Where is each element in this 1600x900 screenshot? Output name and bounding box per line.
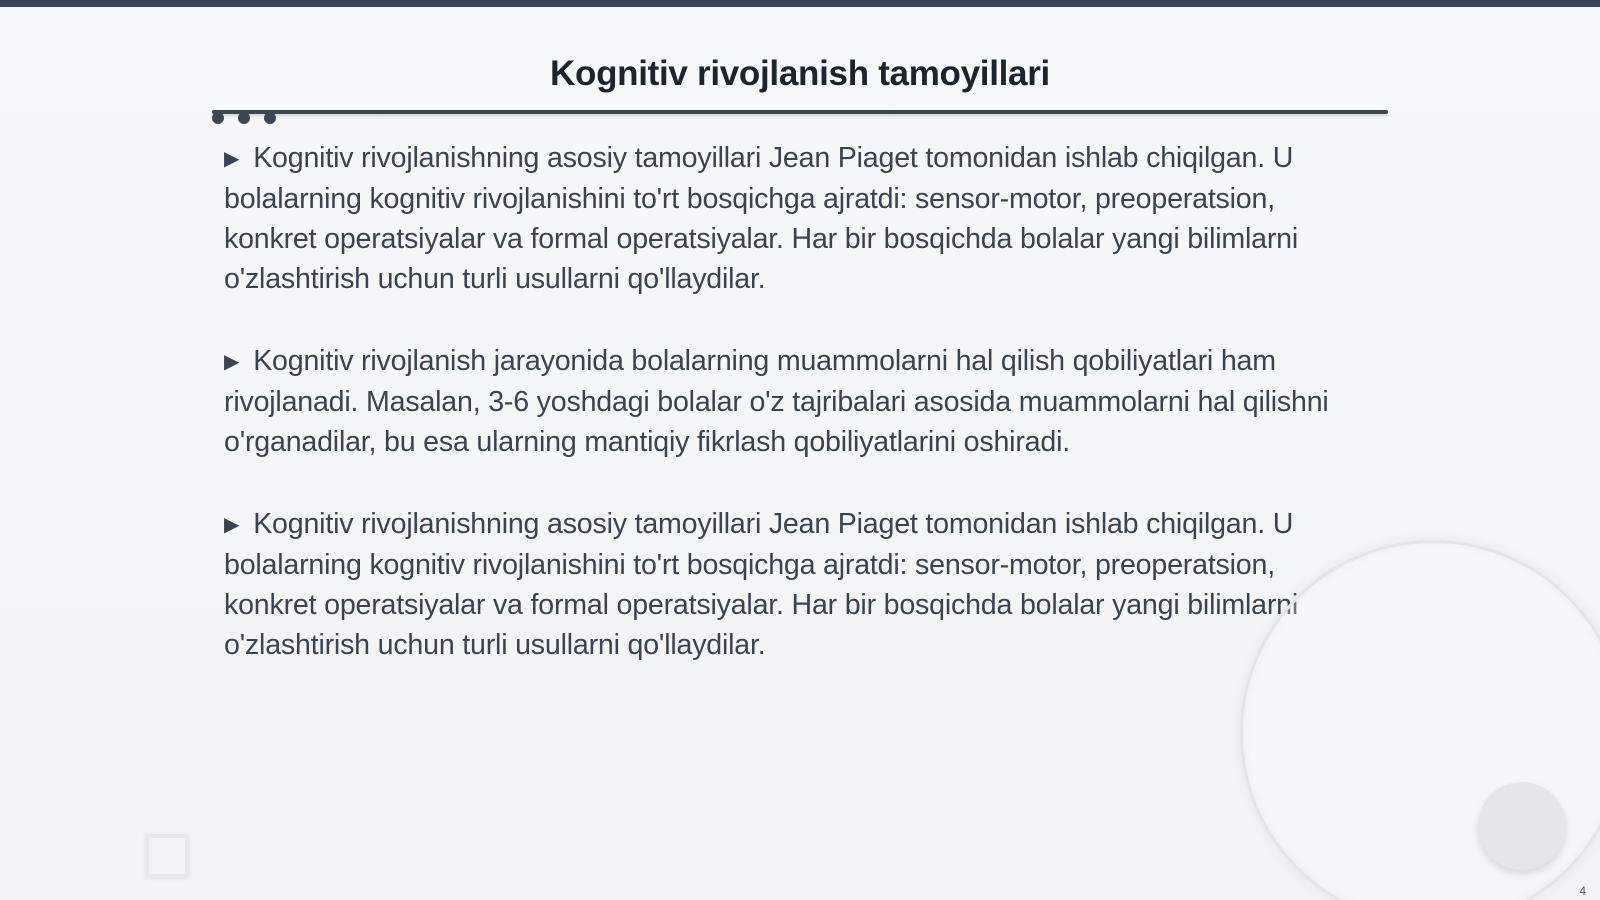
title-underline — [212, 110, 1388, 114]
paragraph-text: U bolalarning kognitiv rivojlanishini to'rt bosqichga ajratdi: sensor-motor, preoperatsion, konkret operatsiyalar va formal operatsiyalar. Har bir bosqichda bolalar yangi bilimlarni o'zlashtirish uchun turli usullarni qo'llaydilar. — [224, 142, 1299, 295]
top-accent-bar — [0, 0, 1600, 7]
bullet-paragraph-1 — [224, 138, 1374, 299]
decorative-circle — [1478, 782, 1566, 870]
paragraph-text: U bolalarning kognitiv rivojlanishini to'rt bosqichga ajratdi: sensor-motor, preoperatsion, konkret operatsiyalar va formal operatsiyalar. Har bir bosqichda bolalar yangi bilimlarni o'zlashtirish uchun turli usullarni qo'llaydilar. — [224, 508, 1299, 661]
decorative-dot-1 — [212, 112, 224, 124]
slide-title: Kognitiv rivojlanish tamoyillari — [550, 54, 1050, 93]
paragraph-first-line: Kognitiv rivojlanishning asosiy tamoyillari Jean Piaget tomonidan ishlab chiqilgan. — [253, 142, 1265, 174]
triangle-bullet-icon: ▶ — [224, 514, 240, 536]
paragraph-text: ham rivojlanadi. Masalan, 3-6 yoshdagi bolalar o'z tajribalari asosida muammolarni hal qilishni o'rganadilar, bu esa ularning mantiqiy fikrlash qobiliyatlarini oshiradi. — [224, 345, 1329, 458]
decorative-dot-3 — [264, 112, 276, 124]
triangle-bullet-icon: ▶ — [224, 351, 240, 373]
decorative-dot-2 — [238, 112, 250, 124]
paragraph-first-line: Kognitiv rivojlanish jarayonida bolalarning muammolarni hal qilish qobiliyatlari — [253, 345, 1214, 377]
page-number: 4 — [1579, 884, 1586, 898]
triangle-bullet-icon: ▶ — [224, 148, 240, 170]
bullet-paragraph-3 — [224, 504, 1374, 665]
bullet-paragraph-2 — [224, 341, 1374, 462]
slide-body — [224, 138, 1374, 707]
decorative-square — [145, 834, 189, 878]
paragraph-first-line: Kognitiv rivojlanishning asosiy tamoyillari Jean Piaget tomonidan ishlab chiqilgan. — [253, 508, 1265, 540]
